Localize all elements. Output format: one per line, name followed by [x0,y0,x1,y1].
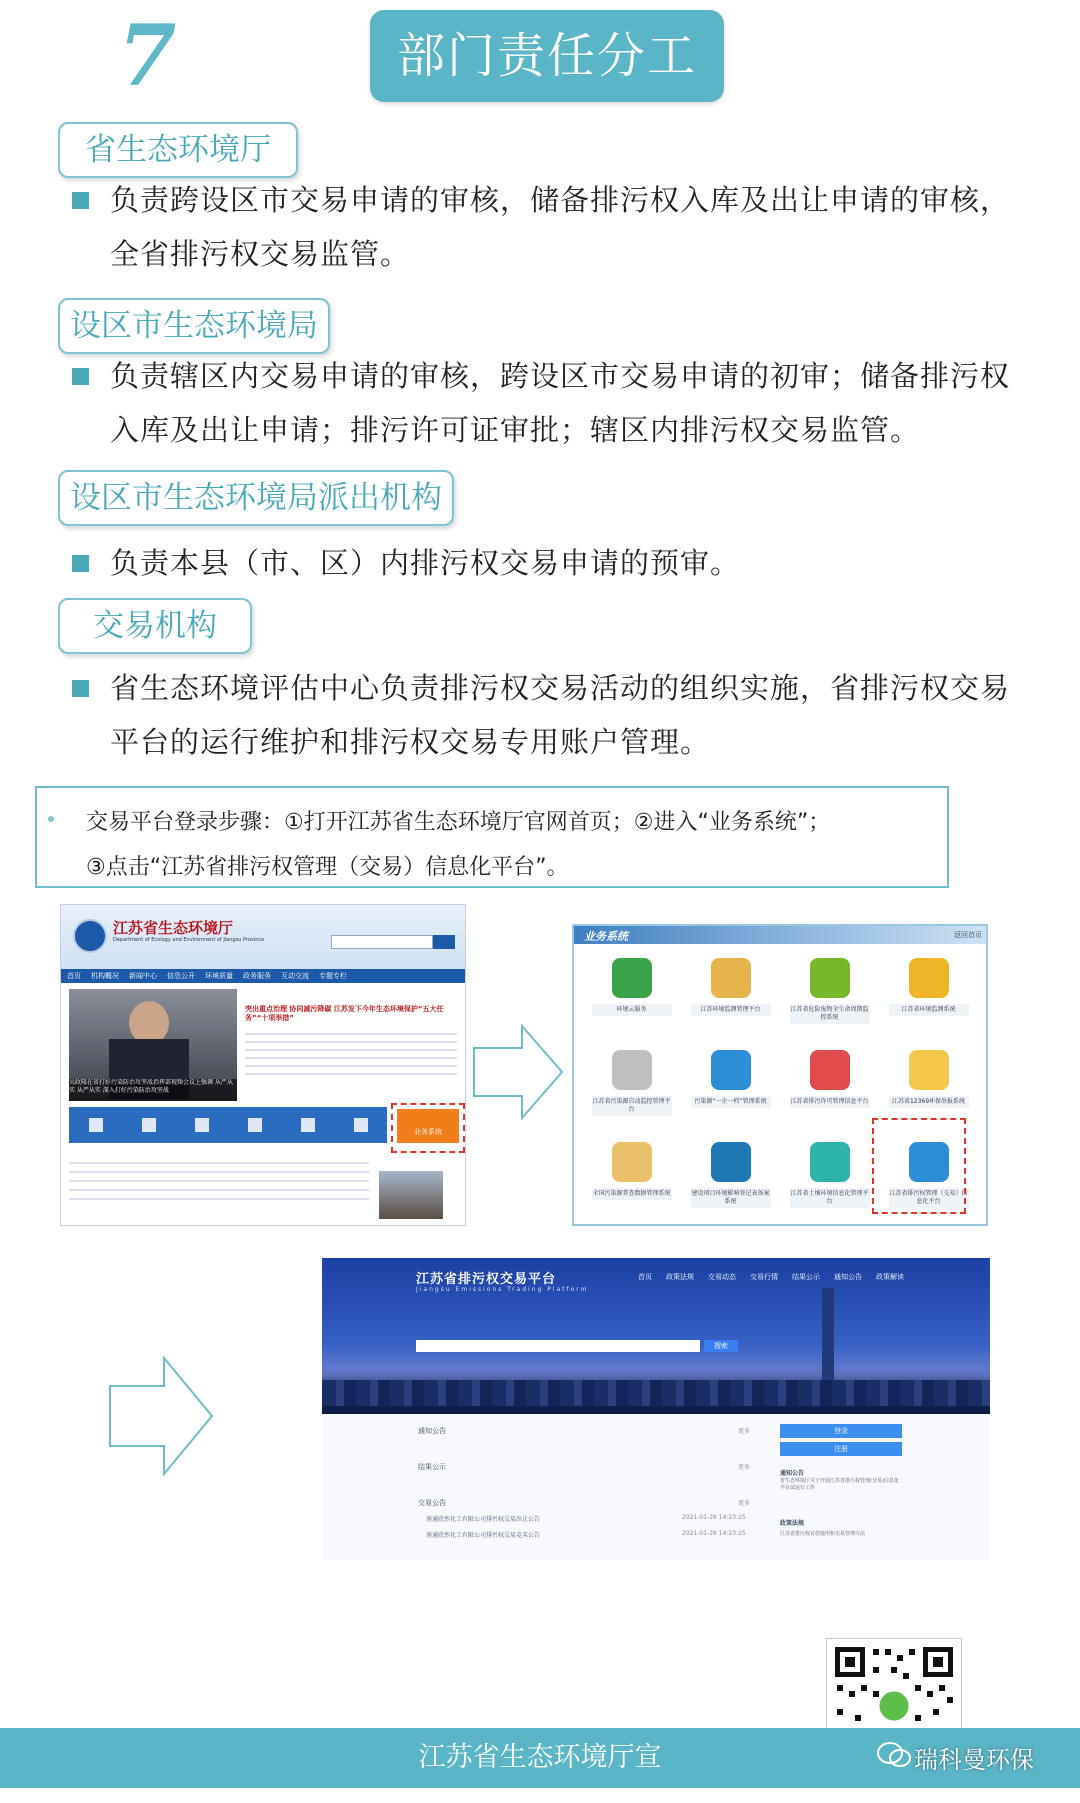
bullet-icon [72,368,89,385]
platform-nav-item[interactable]: 交易动态 [708,1273,736,1281]
nav-item[interactable]: 专题专栏 [319,972,347,980]
app-label: 污染源“一企一档”管理系统 [691,1096,771,1108]
section-4-text [110,661,1010,769]
more-link[interactable]: 更多 [738,1428,751,1435]
app-tile[interactable] [683,1134,778,1222]
app-icon [711,1142,751,1182]
app-icon [612,1050,652,1090]
platform-section-results[interactable]: 结果公示 [418,1463,446,1471]
app-icon [612,958,652,998]
app-label: 江苏省环境监测系统 [889,1004,969,1016]
footer-bar: 江苏省生态环境厅宣 [0,1728,1080,1788]
app-tile[interactable] [782,1042,877,1130]
section-1-line-1: 负责跨设区市交易申请的审核，储备排污权入库及出让申请的审核， [110,183,1011,217]
app-label: 环境云服务 [592,1004,672,1016]
wechat-icon [876,1740,912,1770]
platform-body [322,1414,990,1560]
app-tile[interactable] [881,1042,976,1130]
service-icon[interactable] [248,1118,262,1132]
business-system-highlight [391,1103,465,1153]
platform-nav-item[interactable]: 首页 [638,1273,652,1281]
tag-trading-agency: 交易机构 [58,598,252,654]
search-icon[interactable] [433,935,455,949]
app-icon [612,1142,652,1182]
section-4-line-2: 平台的运行维护和排污权交易专用账户管理。 [110,725,711,759]
nav-item[interactable]: 信息公开 [167,972,195,980]
service-icon[interactable] [301,1118,315,1132]
page-title: 部门责任分工 [370,10,724,102]
bullet-icon [72,680,89,697]
website-lists [69,1155,369,1207]
platform-hero [322,1258,990,1414]
arrow-right-icon [472,1024,564,1120]
platform-nav-item[interactable]: 政策法规 [666,1273,694,1281]
app-icon [810,958,850,998]
platform-nav-item[interactable]: 结果公示 [792,1273,820,1281]
app-tile[interactable] [683,950,778,1038]
policy-item[interactable]: 江苏省排污权有偿使用和交易管理办法 [780,1531,866,1537]
bullet-icon [72,192,89,209]
business-system-button[interactable]: 业务系统 [397,1109,459,1143]
platform-search-input[interactable] [416,1340,700,1352]
tag-branch-office: 设区市生态环境局派出机构 [58,470,454,526]
watermark-text: 瑞科曼环保 [914,1746,1034,1774]
app-tile[interactable] [584,1042,679,1130]
app-tile[interactable] [782,1134,877,1222]
bullet-dot-icon [48,816,54,822]
emission-platform-highlight [872,1118,966,1214]
business-title: 业务系统 [584,930,628,943]
section-2-text [110,349,1010,457]
login-button[interactable]: 登录 [780,1424,902,1438]
app-icon [711,1050,751,1090]
website-nav [61,969,465,983]
business-systems-screenshot [572,924,988,1226]
register-button[interactable]: 注册 [780,1442,902,1456]
more-link[interactable]: 更多 [738,1500,751,1507]
steps-line-1: 交易平台登录步骤：①打开江苏省生态环境厅官网首页；②进入“业务系统”； [86,810,831,835]
service-bar [69,1107,387,1143]
platform-nav [638,1272,904,1282]
platform-section-trading[interactable]: 交易公告 [418,1499,446,1507]
app-label: 江苏省排污权管理（交易）信息化平台 [889,1188,969,1208]
service-icon[interactable] [354,1118,368,1132]
more-link[interactable]: 更多 [738,1464,751,1471]
login-steps-text [86,800,830,890]
platform-title: 江苏省排污权交易平台 [416,1272,557,1287]
trading-row[interactable]: 南通欣然化工有限公司排污权交易出让公告 [426,1516,541,1523]
notice-title: 通知公告 [780,1470,805,1477]
platform-nav-item[interactable]: 政策解读 [876,1273,904,1281]
app-label: 江苏环境监测管理平台 [691,1004,771,1016]
app-label: 江苏省污染源自动监控管理平台 [592,1096,672,1116]
section-3-text [110,536,740,590]
section-1-line-2: 全省排污权交易监管。 [110,237,411,271]
service-icon[interactable] [142,1118,156,1132]
tag-provincial-dept: 省生态环境厅 [58,122,298,178]
nav-item[interactable]: 政务服务 [243,972,271,980]
app-label: 江苏省危险废物全生命周期监控系统 [790,1004,870,1024]
news-list [245,1027,457,1081]
trading-row[interactable]: 南通欣然化工有限公司排污权交易竞买公告 [426,1532,541,1539]
arrow-right-icon [108,1356,214,1476]
policy-title: 政策法规 [780,1520,805,1527]
city-skyline [322,1380,990,1406]
platform-search-button[interactable]: 搜索 [704,1340,738,1352]
section-2-line-2: 入库及出让申请；排污许可证审批；辖区内排污权交易监管。 [110,413,921,447]
nav-item[interactable]: 机构概况 [91,972,119,980]
service-icon[interactable] [89,1118,103,1132]
nav-item[interactable]: 互动交流 [281,972,309,980]
app-label: 江苏省12369环保举报系统 [889,1096,969,1108]
app-label: 江苏省土壤环境信息化管理平台 [790,1188,870,1208]
platform-nav-item[interactable]: 交易行情 [750,1273,778,1281]
app-tile[interactable] [584,1134,679,1222]
website-header [61,905,465,969]
section-4-line-1: 省生态环境评估中心负责排污权交易活动的组织实施，省排污权交易 [110,671,1011,705]
emblem-icon [73,919,107,953]
back-home-link[interactable]: 返回首页 [954,931,982,939]
app-icon [909,1050,949,1090]
app-tile[interactable] [782,950,877,1038]
platform-nav-item[interactable]: 通知公告 [834,1273,862,1281]
news-headline[interactable]: 突出重点治理 协同减污降碳 江苏发下今年生态环境保护“五大任务”“十项举措” [245,1005,444,1022]
section-number: 7 [118,6,173,105]
section-2-line-1: 负责辖区内交易申请的审核，跨设区市交易申请的初审；储备排污权 [110,359,1011,393]
section-3-line-1: 负责本县（市、区）内排污权交易申请的预审。 [110,546,741,580]
app-icon [711,958,751,998]
nav-item[interactable]: 新闻中心 [129,972,157,980]
app-icon [909,958,949,998]
app-tile[interactable] [881,950,976,1038]
business-header [574,926,986,944]
app-label: 建设项目环境影响登记表备案系统 [691,1188,771,1208]
platform-subtitle: Jiangsu Emissions Trading Platform [416,1286,589,1293]
nav-item[interactable]: 环境质量 [205,972,233,980]
news-caption: 吴政隆在省打好污染防治攻坚战指挥部视频会议上强调 从严从实 从严从实 深入打好污染防治攻坚战 [69,1079,237,1101]
section-1-text [110,173,1010,281]
tag-city-bureau: 设区市生态环境局 [58,298,330,354]
app-icon [810,1142,850,1182]
trading-platform-screenshot [322,1258,990,1560]
app-tile[interactable] [584,950,679,1038]
factory-photo[interactable] [379,1171,443,1219]
bullet-icon [72,555,89,572]
notice-item[interactable]: 省生态环境厅关于开展江苏省排污权管理(交易)信息化平台试运行工作 [780,1478,899,1491]
trading-row-date: 2021-01-26 14:23:25 [682,1530,746,1537]
nav-item[interactable]: 首页 [67,972,81,980]
steps-line-2: ③点击“江苏省排污权管理（交易）信息化平台”。 [86,855,569,880]
website-subtitle: Department of Ecology and Environment of Jiangsu Province [113,937,265,943]
news-photo[interactable] [69,989,237,1101]
app-icon [810,1050,850,1090]
website-search-input[interactable] [331,935,433,949]
website-screenshot [60,904,466,1226]
app-tile[interactable] [683,1042,778,1130]
platform-section-notices[interactable]: 通知公告 [418,1427,446,1435]
trading-row-date: 2021-01-26 14:23:25 [682,1514,746,1521]
app-label: 全国污染源普查数据管理系统 [592,1188,672,1200]
website-title: 江苏省生态环境厅 [113,919,234,937]
service-icon[interactable] [195,1118,209,1132]
app-label: 江苏省排污许可管理信息平台 [790,1096,870,1108]
